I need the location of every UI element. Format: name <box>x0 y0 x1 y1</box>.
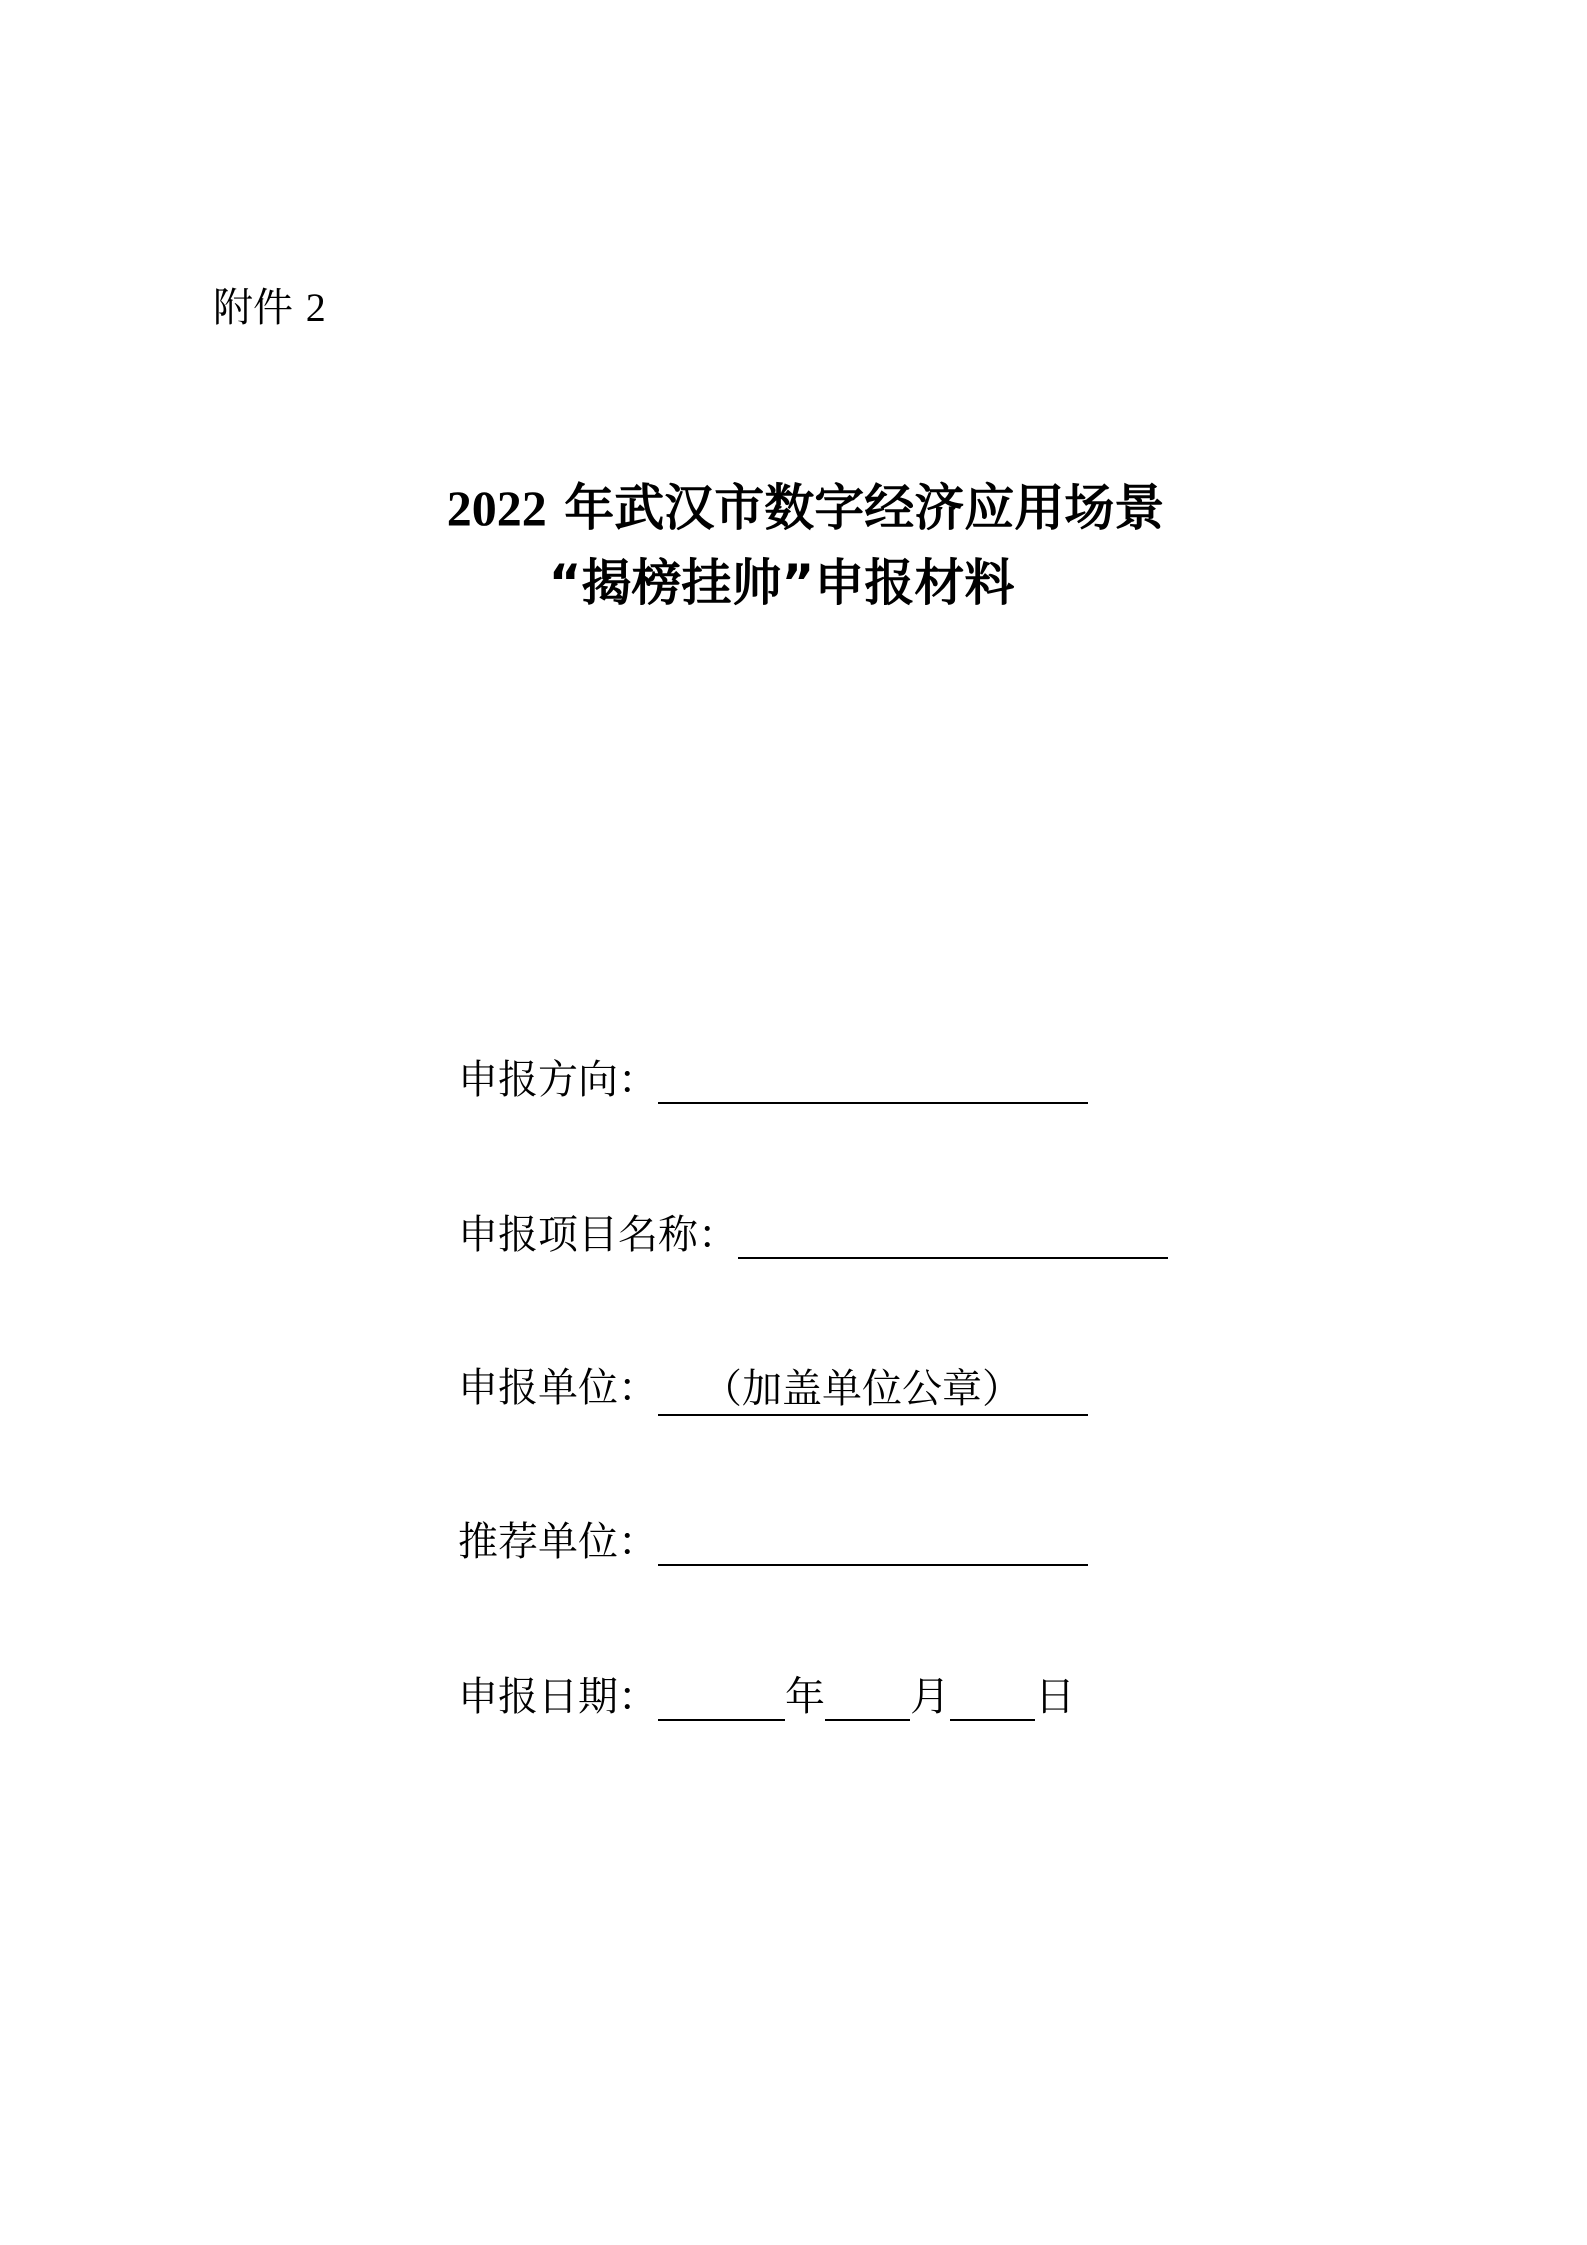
month-char: 月 <box>910 1674 950 1720</box>
direction-label: 申报方向： <box>458 1057 658 1103</box>
project-name-field <box>458 1207 1168 1263</box>
unit-field <box>458 1360 1088 1416</box>
title-line1-text: 年武汉市数字经济应用场景 <box>564 479 1165 537</box>
unit-blank[interactable] <box>658 1364 1088 1416</box>
date-field <box>458 1669 1075 1725</box>
project-name-blank[interactable] <box>738 1213 1168 1259</box>
attachment-text: 附件 <box>213 285 293 331</box>
recommender-field <box>458 1514 1088 1570</box>
title-year: 2022 <box>446 480 547 536</box>
page-title-line1 <box>12 475 1587 541</box>
unit-stamp-hint: （加盖单位公章） <box>702 1366 1022 1412</box>
attachment-label <box>213 282 326 334</box>
project-name-label: 申报项目名称： <box>458 1212 738 1258</box>
month-blank[interactable] <box>825 1675 910 1721</box>
page-title-line2: “揭榜挂帅”申报材料 <box>548 554 1015 612</box>
unit-label: 申报单位： <box>458 1365 658 1411</box>
day-blank[interactable] <box>950 1675 1035 1721</box>
year-char: 年 <box>785 1674 825 1720</box>
year-blank[interactable] <box>658 1675 785 1721</box>
date-label: 申报日期： <box>458 1674 658 1720</box>
direction-field <box>458 1052 1088 1108</box>
day-char: 日 <box>1035 1674 1075 1720</box>
attachment-number: 2 <box>305 285 326 330</box>
recommender-blank[interactable] <box>658 1520 1088 1566</box>
direction-blank[interactable] <box>658 1058 1088 1104</box>
recommender-label: 推荐单位： <box>458 1519 658 1565</box>
